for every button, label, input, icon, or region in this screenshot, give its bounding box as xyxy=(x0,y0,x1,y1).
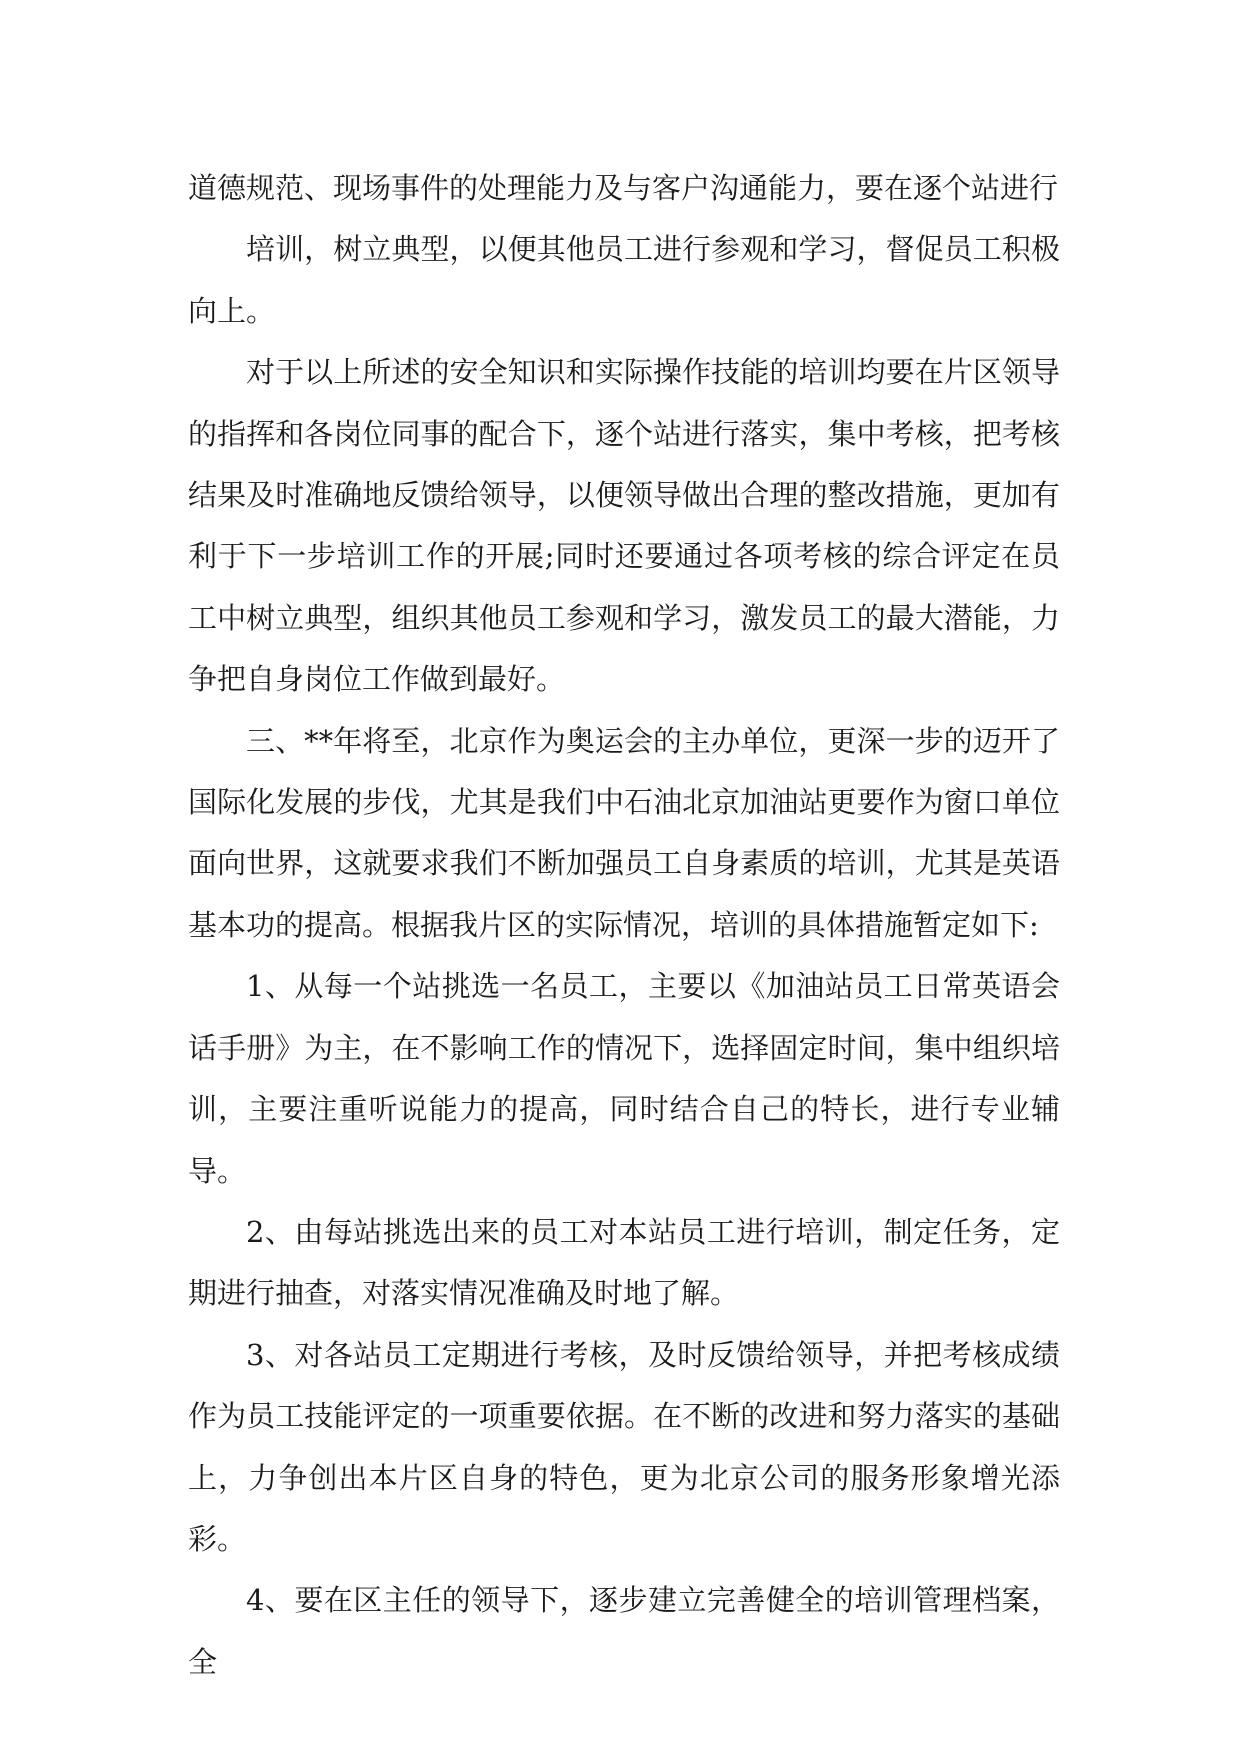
paragraph-4: 三、**年将至，北京作为奥运会的主办单位，更深一步的迈开了国际化发展的步伐，尤其是我们中石油北京加油站更要作为窗口单位面向世界，这就要求我们不断加强员工自身素质的培训，尤其是英语基本功的提高。根据我片区的实际情况，培训的具体措施暂定如下: xyxy=(188,723,1060,942)
document-body xyxy=(188,158,1060,1693)
paragraph-5: 1、从每一个站挑选一名员工，主要以《加油站员工日常英语会话手册》为主，在不影响工作的情况下，选择固定时间，集中组织培训，主要注重听说能力的提高，同时结合自己的特长，进行专业辅导。 xyxy=(188,969,1060,1188)
paragraph-1: 道德规范、现场事件的处理能力及与客户沟通能力，要在逐个站进行 xyxy=(188,171,1059,205)
paragraph-2: 培训，树立典型，以便其他员工进行参观和学习，督促员工积极向上。 xyxy=(188,232,1060,328)
paragraph-6: 2、由每站挑选出来的员工对本站员工进行培训，制定任务，定期进行抽查，对落实情况准确及时地了解。 xyxy=(188,1214,1060,1311)
paragraph-7: 3、对各站员工定期进行考核，及时反馈给领导，并把考核成绩作为员工技能评定的一项重要依据。在不断的改进和努力落实的基础上，力争创出本片区自身的特色，更为北京公司的服务形象增光添彩。 xyxy=(188,1337,1060,1556)
paragraph-3: 对于以上所述的安全知识和实际操作技能的培训均要在片区领导的指挥和各岗位同事的配合下，逐个站进行落实，集中考核，把考核结果及时准确地反馈给领导，以便领导做出合理的整改措施，更加有利于下一步培训工作的开展;同时还要通过各项考核的综合评定在员工中树立典型，组织其他员工参观和学习，激发员工的最大潜能，力争把自身岗位工作做到最好。 xyxy=(188,355,1060,697)
paragraph-8: 4、要在区主任的领导下，逐步建立完善健全的培训管理档案，全 xyxy=(188,1583,1060,1679)
